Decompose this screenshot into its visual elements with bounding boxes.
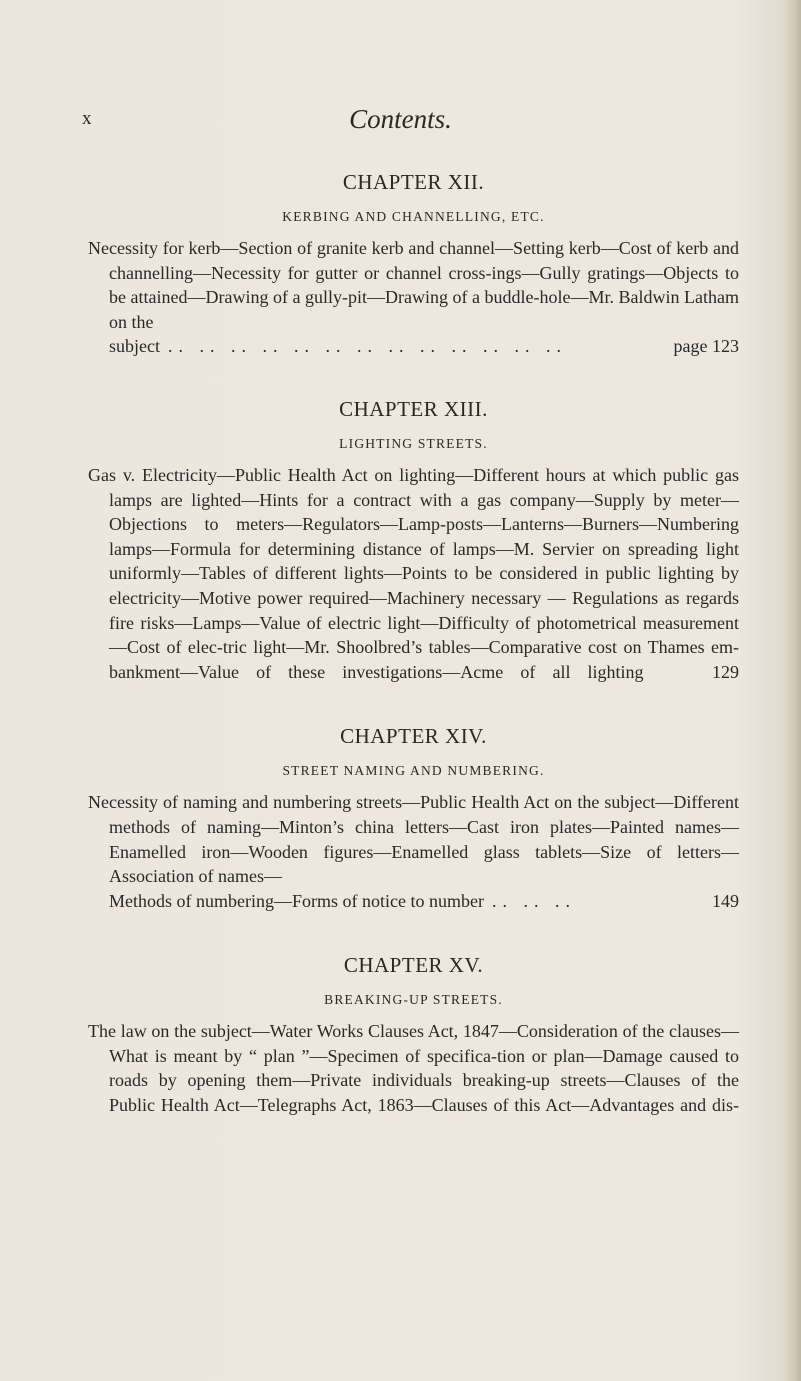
page-reference: page 123	[673, 336, 739, 357]
chapter-subtitle: LIGHTING STREETS.	[339, 435, 488, 451]
page-edge-shadow	[787, 0, 801, 1381]
chapter-title: CHAPTER XV.	[343, 953, 484, 978]
dot-leader: .. .. .. .. .. .. .. .. .. .. .. .. ..	[168, 336, 567, 357]
synopsis-text: Necessity for kerb—Section of granite kerb and channel—Setting kerb—Cost of kerb and channelling—Necessity for gutter or channel cross-ings—Gully gratings—Objects to be attained—Drawing of a gully-pit—Drawing of a buddle-hole—Mr. Baldwin Latham on the	[88, 238, 739, 332]
synopsis-last-line	[109, 889, 739, 914]
synopsis-last-line-text: subject	[109, 336, 160, 357]
page-reference: 129	[712, 661, 739, 682]
synopsis-last-line	[109, 334, 739, 359]
chapter-subtitle: KERBING AND CHANNELLING, ETC.	[282, 209, 545, 224]
chapter-synopsis	[88, 463, 739, 684]
dot-leader: .. .. ..	[491, 890, 576, 911]
contents-body	[88, 168, 739, 1118]
page-reference: 149	[712, 890, 739, 911]
chapter-subtitle: STREET NAMING AND NUMBERING.	[282, 763, 545, 779]
page-header	[0, 104, 801, 144]
chapter-subtitle: BREAKING-UP STREETS.	[324, 992, 503, 1008]
chapter-xii	[88, 168, 739, 359]
chapter-title: CHAPTER XIV.	[340, 724, 487, 749]
chapter-synopsis	[88, 790, 739, 913]
synopsis-text: The law on the subject—Water Works Clauses Act, 1847—Consideration of the clauses—What is meant by “ plan ”—Specimen of specifica-tion or plan—Damage caused to roads by opening them—Private individuals breaking-up streets—Clauses of the Public Health Act—Telegraphs Act, 1863—Clauses of this Act—Advantages and dis-	[88, 1021, 739, 1116]
chapter-synopsis	[88, 1019, 739, 1117]
running-title: Contents.	[349, 104, 452, 134]
synopsis-text: Gas v. Electricity—Public Health Act on lighting—Different hours at which public gas lamps are lighted—Hints for a contract with a gas company—Supply by meter—Objections to meters—Regulators—Lamp-posts—Lanterns—Burners—Numbering lamps—Formula for determining distance of lamps—M. Servier on spreading light uniformly—Tables of different lights—Points to be considered in public lighting by electricity—Motive power required—Machinery necessary — Regulations as regards fire risks—Lamps—Value of electric light—Difficulty of photometrical measurement—Cost of elec-tric light—Mr. Shoolbred’s tables—Comparative cost on Thames em-bankment—Value of these investigations—Acme of all lighting	[88, 464, 739, 682]
synopsis-text: Necessity of naming and numbering streets—Public Health Act on the subject—Different methods of naming—Minton’s china letters—Cast iron plates—Painted names—Enamelled iron—Wooden figures—Enamelled glass tablets—Size of letters—Association of names—	[88, 792, 739, 887]
chapter-title: CHAPTER XII.	[342, 170, 485, 194]
chapter-xiii	[88, 395, 739, 684]
synopsis-last-line-text: Methods of numbering—Forms of notice to number	[109, 890, 484, 911]
chapter-xv	[88, 951, 739, 1117]
page-number: x	[82, 108, 93, 129]
chapter-xiv	[88, 722, 739, 913]
chapter-synopsis	[88, 236, 739, 359]
chapter-title: CHAPTER XIII.	[339, 396, 488, 421]
